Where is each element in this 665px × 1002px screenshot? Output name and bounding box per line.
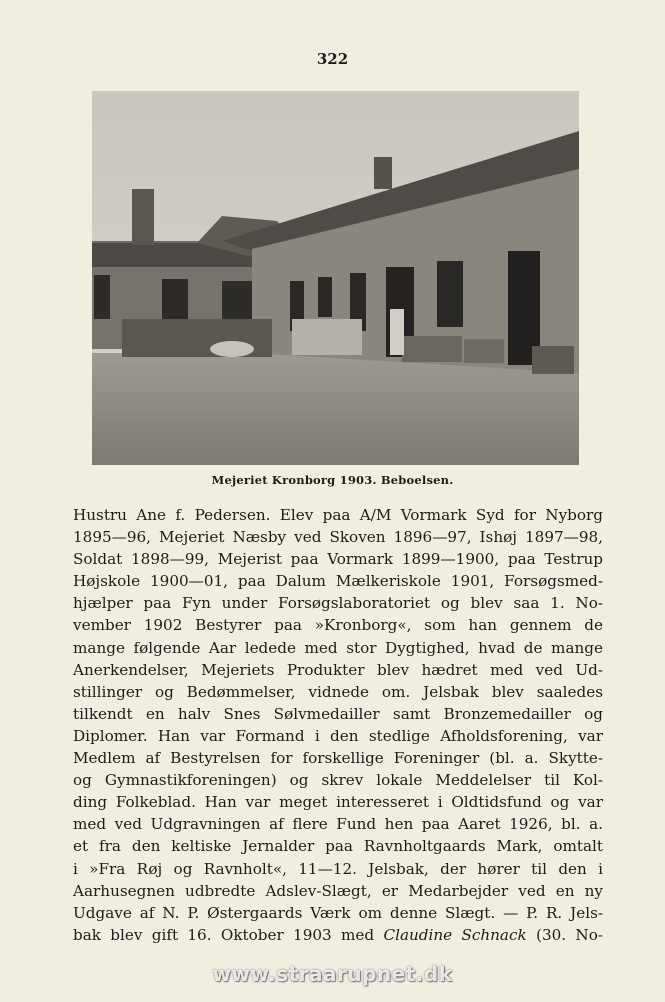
figure-caption: Mejeriet Kronborg 1903. Beboelsen.	[211, 473, 454, 487]
text-line: vember 1902 Bestyrer paa »Kronborg«, som han gennem de	[73, 616, 603, 635]
text-line: mange følgende Aar ledede med stor Dygtighed, hvad de mange	[73, 638, 603, 657]
text-line: Medlem af Bestyrelsen for forskellige Foreninger (bl. a. Skytte-	[73, 749, 603, 768]
text-line: hjælper paa Fyn under Forsøgslaboratoriet og blev saa 1. No-	[73, 594, 603, 613]
text-line: Soldat 1898—99, Mejerist paa Vormark 1899—1900, paa Testrup	[73, 550, 603, 569]
text-line: og Gymnastikforeningen) og skrev lokale Meddelelser til Kol-	[73, 771, 603, 790]
photograph-dairy-residence	[92, 91, 579, 465]
text-line: et fra den keltiske Jernalder paa Ravnholtgaards Mark, omtalt	[73, 837, 603, 856]
last-line-end: (30. No-	[526, 925, 603, 944]
text-line-last	[73, 924, 603, 946]
text-line: tilkendt en halv Snes Sølvmedailler samt Bronzemedailler og	[73, 704, 603, 723]
text-line: stillinger og Bedømmelser, vidnede om. Jelsbak blev saaledes	[73, 682, 603, 701]
text-line: Aarhusegnen udbredte Adslev-Slægt, er Medarbejder ved en ny	[73, 881, 603, 900]
page-number: 322	[316, 50, 349, 68]
body-text	[73, 504, 603, 946]
text-line: Udgave af N. P. Østergaards Værk om denne Slægt. — P. R. Jels-	[73, 903, 603, 922]
text-line: 1895—96, Mejeriet Næsby ved Skoven 1896—97, Ishøj 1897—98,	[73, 528, 603, 547]
watermark: www.straarupnet.dk	[212, 962, 453, 986]
text-line: i »Fra Røj og Ravnholt«, 11—12. Jelsbak, der hører til den i	[73, 859, 603, 878]
text-line: Anerkendelser, Mejeriets Produkter blev hædret med ved Ud-	[73, 660, 603, 679]
italic-name: Claudine Schnack	[383, 925, 527, 944]
text-line: Højskole 1900—01, paa Dalum Mælkeriskole 1901, Forsøgsmed-	[73, 572, 603, 591]
last-line-start: bak blev gift 16. Oktober 1903 med	[73, 925, 384, 944]
text-line: med ved Udgravningen af flere Fund hen paa Aaret 1926, bl. a.	[73, 815, 603, 834]
text-line: Hustru Ane f. Pedersen. Elev paa A/M Vormark Syd for Nyborg	[73, 506, 603, 524]
text-line: Diplomer. Han var Formand i den stedlige Afholdsforening, var	[73, 726, 603, 745]
text-line: ding Folkeblad. Han var meget interesseret i Oldtidsfund og var	[73, 793, 603, 812]
